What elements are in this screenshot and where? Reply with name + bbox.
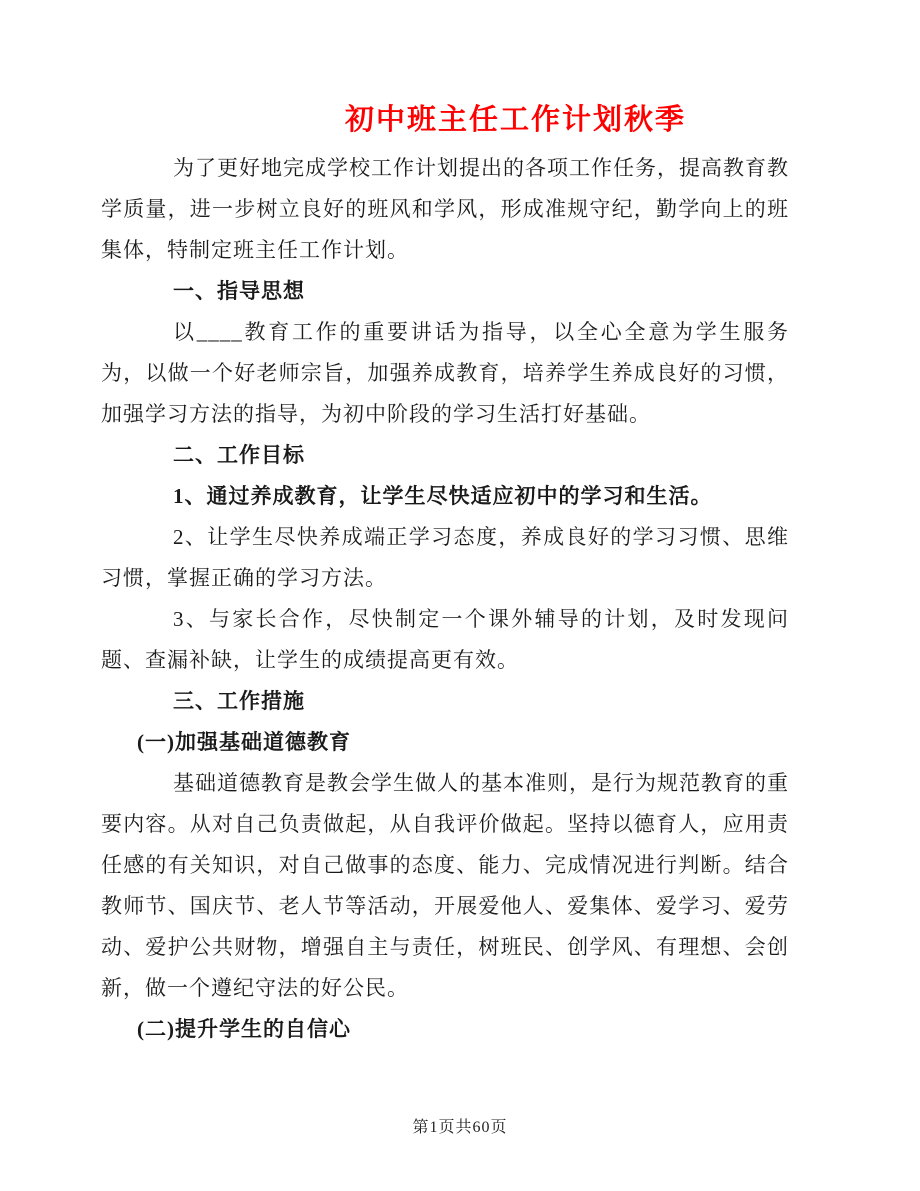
heading-guiding-ideology: 一、指导思想 [173,279,305,303]
paragraph-intro: 为了更好地完成学校工作计划提出的各项工作任务，提高教育教学质量，进一步树立良好的班风和学风，形成准规守纪，勤学向上的班集体，特制定班主任工作计划。 [101,156,789,262]
document-body [101,148,789,1050]
list-item-goal-3: 3、与家长合作，尽快制定一个课外辅导的计划，及时发现问题、查漏补缺，让学生的成绩提高更有效。 [101,607,789,672]
list-item-goal-1: 1、通过养成教育，让学生尽快适应初中的学习和生活。 [173,484,713,508]
paragraph-guiding-ideology: 以____教育工作的重要讲话为指导，以全心全意为学生服务为，以做一个好老师宗旨，加强养成教育，培养学生养成良好的习惯，加强学习方法的指导，为初中阶段的学习生活打好基础。 [101,320,789,426]
paragraph-moral-education: 基础道德教育是教会学生做人的基本准则，是行为规范教育的重要内容。从对自己负责做起，从自我评价做起。坚持以德育人，应用责任感的有关知识，对自己做事的态度、能力、完成情况进行判断。结合教师节、国庆节、老人节等活动，开展爱他人、爱集体、爱学习、爱劳动、爱护公共财物，增强自主与责任，树班民、创学风、有理想、会创新，做一个遵纪守法的好公民。 [101,771,789,1000]
subheading-self-confidence: (二)提升学生的自信心 [137,1017,351,1041]
subheading-moral-education: (一)加强基础道德教育 [137,730,351,754]
heading-work-measures: 三、工作措施 [173,689,305,713]
document-title: 初中班主任工作计划秋季 [345,104,687,136]
list-item-goal-2: 2、让学生尽快养成端正学习态度，养成良好的学习习惯、思维习惯，掌握正确的学习方法。 [101,525,789,590]
page-number: 第1页共60页 [412,1119,508,1136]
heading-work-goals: 二、工作目标 [173,443,305,467]
